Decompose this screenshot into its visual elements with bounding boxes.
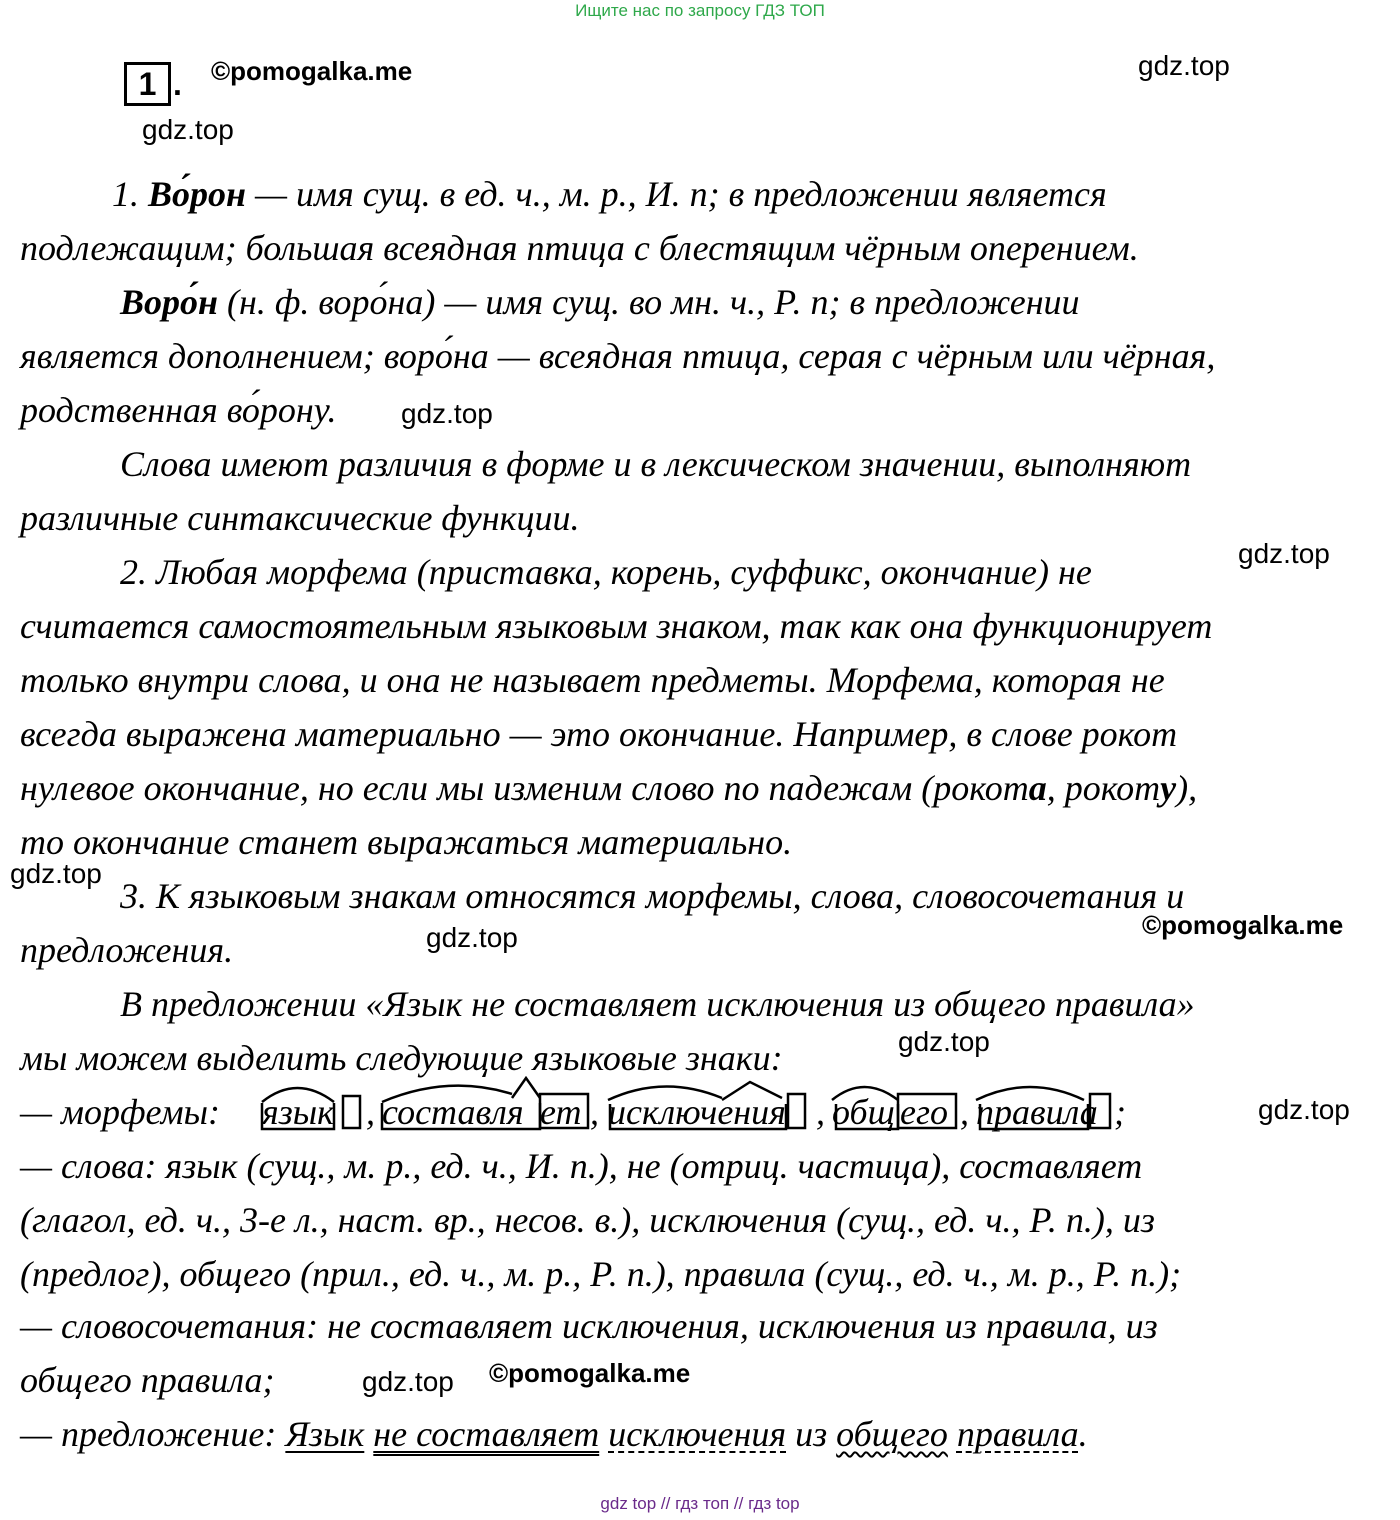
- watermark-gdz: gdz.top: [10, 858, 102, 889]
- watermark-gdz: gdz.top: [401, 398, 493, 429]
- text-line: [20, 770, 1197, 806]
- morpheme-word: язык: [262, 1092, 334, 1132]
- text-line: (предлог), общего (прил., ед. ч., м. р., Р. п.), правила (сущ., ед. ч., м. р., Р. п.);: [20, 1254, 1182, 1294]
- text-line: только внутри слова, и она не называет предметы. Морфема, которая не: [20, 660, 1165, 700]
- text-line: общего правила;: [20, 1360, 275, 1400]
- watermark-pomogalka: ©pomogalka.me: [1142, 910, 1344, 940]
- watermark-gdz: gdz.top: [1138, 50, 1230, 81]
- text-line: мы можем выделить следующие языковые знаки:: [20, 1038, 783, 1078]
- list-label: — предложение:: [20, 1414, 277, 1454]
- morpheme-parsing-line: [0, 1076, 1400, 1146]
- headword: Воро́н: [120, 282, 218, 322]
- watermark-gdz: gdz.top: [1258, 1094, 1350, 1125]
- text-line: различные синтаксические функции.: [20, 498, 580, 538]
- text-line: (глагол, ед. ч., 3-е л., наст. вр., несов. в.), исключения (сущ., ед. ч., Р. п.), из: [20, 1200, 1155, 1240]
- list-label: — морфемы:: [20, 1092, 220, 1132]
- separator: ,: [960, 1092, 969, 1132]
- line-text: , рокот: [1046, 768, 1161, 808]
- subject: Язык: [285, 1414, 365, 1454]
- text-line: считается самостоятельным языковым знаком, так как она функционирует: [20, 606, 1213, 646]
- text-line: родственная во́рону.: [20, 390, 337, 430]
- text-line: — слова: язык (сущ., м. р., ед. ч., И. п.), не (отриц. частица), составляет: [20, 1146, 1143, 1186]
- line-text: ),: [1176, 768, 1198, 808]
- text-line: всегда выражена материально — это окончание. Например, в слове рокот: [20, 714, 1178, 754]
- text-line: В предложении «Язык не составляет исключения из общего правила»: [120, 984, 1195, 1024]
- ending-box-mark: [343, 1096, 360, 1128]
- text-line: 2. Любая морфема (приставка, корень, суффикс, окончание) не: [120, 552, 1092, 592]
- line-text: нулевое окончание, но если мы изменим слово по падежам (рокот: [20, 768, 1029, 808]
- object: правила: [956, 1414, 1079, 1454]
- ending-letter: а: [1028, 768, 1047, 808]
- text-line: [20, 1094, 220, 1130]
- text-line: Слова имеют различия в форме и в лексическом значении, выполняют: [120, 444, 1192, 484]
- separator: ,: [590, 1092, 599, 1132]
- search-hint: Ищите нас по запросу ГДЗ ТОП: [575, 1, 825, 20]
- watermark-gdz: gdz.top: [142, 114, 234, 145]
- text-line: [120, 284, 1080, 320]
- text-line: — словосочетания: не составляет исключения, исключения из правила, из: [20, 1306, 1158, 1346]
- separator: ;: [1114, 1092, 1126, 1132]
- sentence-end: .: [1078, 1414, 1088, 1454]
- text-line: 3. К языковым знакам относятся морфемы, слова, словосочетания и: [120, 876, 1185, 916]
- separator: ,: [816, 1092, 825, 1132]
- morpheme-word: составля: [382, 1092, 524, 1132]
- object: исключения: [608, 1414, 787, 1454]
- item-number: 1.: [112, 174, 139, 214]
- exercise-number-dot: .: [173, 66, 182, 102]
- ending-letter: у: [1160, 768, 1177, 808]
- text-line: является дополнением; воро́на — всеядная птица, серая с чёрным или чёрная,: [20, 336, 1216, 376]
- watermark-pomogalka: ©pomogalka.me: [489, 1358, 691, 1388]
- morpheme-ending: ет: [540, 1092, 582, 1132]
- separator: ,: [366, 1092, 375, 1132]
- footer-links: gdz top // гдз топ // гдз top: [600, 1494, 800, 1513]
- text-line: [112, 176, 1107, 212]
- text-line: то окончание станет выражаться материально.: [20, 822, 793, 862]
- watermark-gdz: gdz.top: [426, 922, 518, 953]
- watermark-gdz: gdz.top: [898, 1026, 990, 1057]
- morpheme-ending: его: [900, 1092, 949, 1132]
- text-line: подлежащим; большая всеядная птица с блестящим чёрным оперением.: [20, 228, 1139, 268]
- ending-box-mark: [788, 1094, 805, 1128]
- morpheme-word: исключения: [608, 1092, 786, 1132]
- morpheme-word: правила: [976, 1092, 1098, 1132]
- watermark-gdz: gdz.top: [1238, 538, 1330, 569]
- sentence-line: [20, 1416, 1088, 1452]
- text-line: предложения.: [20, 930, 234, 970]
- watermark-pomogalka: ©pomogalka.me: [211, 56, 413, 86]
- attribute: общего: [836, 1414, 948, 1454]
- definition-text: (н. ф. воро́на) — имя сущ. во мн. ч., Р. п; в предложении: [227, 282, 1080, 322]
- preposition: из: [795, 1414, 828, 1454]
- definition-text: — имя сущ. в ед. ч., м. р., И. п; в предложении является: [255, 174, 1107, 214]
- watermark-gdz: gdz.top: [362, 1366, 454, 1397]
- morpheme-word: общ: [832, 1092, 895, 1132]
- exercise-number-box: 1: [124, 62, 171, 106]
- predicate: не составляет: [373, 1414, 600, 1454]
- headword: Во́рон: [148, 174, 246, 214]
